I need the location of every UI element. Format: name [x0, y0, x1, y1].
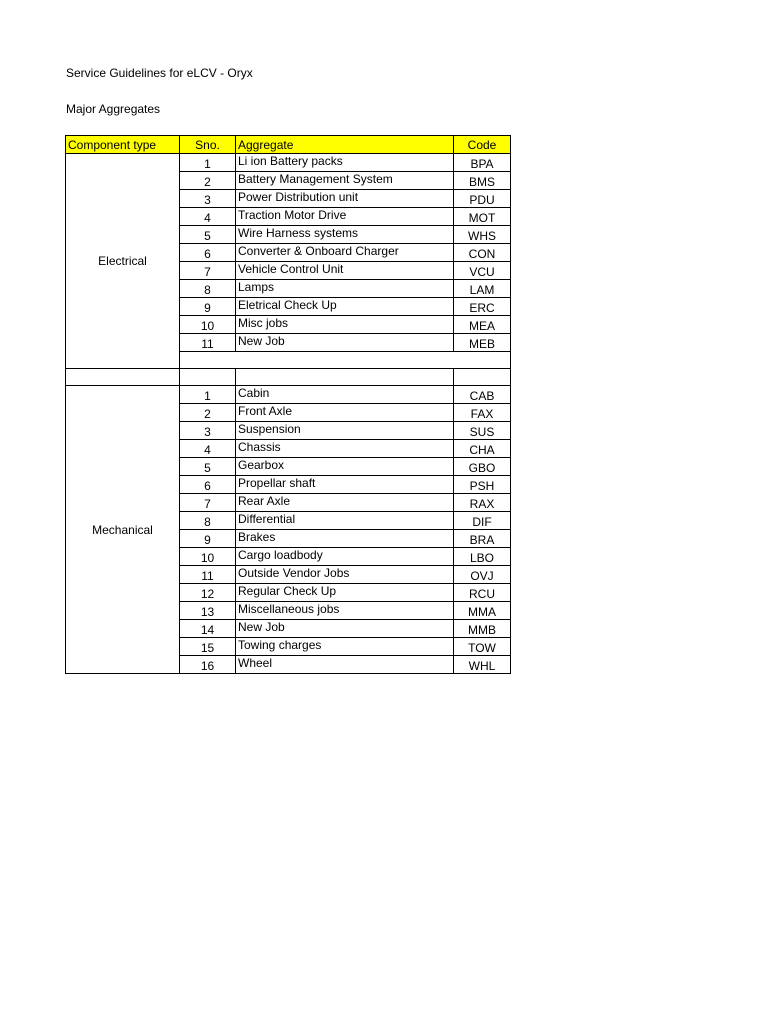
aggregate-cell: Brakes: [236, 530, 454, 548]
sno-cell: 3: [180, 422, 236, 440]
sno-cell: 16: [180, 656, 236, 674]
code-cell: LAM: [454, 280, 511, 298]
empty-cell: [66, 369, 180, 386]
header-aggregate: Aggregate: [236, 136, 454, 154]
code-cell: GBO: [454, 458, 511, 476]
code-cell: MEB: [454, 334, 511, 352]
sno-cell: 8: [180, 280, 236, 298]
code-cell: RAX: [454, 494, 511, 512]
sno-cell: 8: [180, 512, 236, 530]
aggregate-cell: Vehicle Control Unit: [236, 262, 454, 280]
code-cell: PSH: [454, 476, 511, 494]
aggregate-cell: Propellar shaft: [236, 476, 454, 494]
code-cell: CAB: [454, 386, 511, 404]
code-cell: RCU: [454, 584, 511, 602]
aggregate-cell: New Job: [236, 620, 454, 638]
aggregate-cell: Miscellaneous jobs: [236, 602, 454, 620]
aggregate-cell: Cargo loadbody: [236, 548, 454, 566]
aggregate-cell: Wire Harness systems: [236, 226, 454, 244]
aggregate-cell: Differential: [236, 512, 454, 530]
sno-cell: 14: [180, 620, 236, 638]
code-cell: CON: [454, 244, 511, 262]
code-cell: PDU: [454, 190, 511, 208]
sno-cell: 5: [180, 226, 236, 244]
aggregate-cell: Traction Motor Drive: [236, 208, 454, 226]
sno-cell: 7: [180, 494, 236, 512]
code-cell: BPA: [454, 154, 511, 172]
sno-cell: 3: [180, 190, 236, 208]
sno-cell: 10: [180, 548, 236, 566]
sno-cell: 11: [180, 566, 236, 584]
aggregate-cell: Towing charges: [236, 638, 454, 656]
sno-cell: 11: [180, 334, 236, 352]
header-component-type: Component type: [66, 136, 180, 154]
table-header-row: [66, 136, 511, 154]
table-row: [66, 386, 511, 404]
aggregate-cell: Rear Axle: [236, 494, 454, 512]
header-code: Code: [454, 136, 511, 154]
aggregate-cell: Chassis: [236, 440, 454, 458]
aggregate-cell: Converter & Onboard Charger: [236, 244, 454, 262]
aggregate-cell: Front Axle: [236, 404, 454, 422]
code-cell: MMB: [454, 620, 511, 638]
sno-cell: 5: [180, 458, 236, 476]
sno-cell: 9: [180, 298, 236, 316]
code-cell: BRA: [454, 530, 511, 548]
aggregate-cell: Power Distribution unit: [236, 190, 454, 208]
sno-cell: 13: [180, 602, 236, 620]
code-cell: BMS: [454, 172, 511, 190]
code-cell: FAX: [454, 404, 511, 422]
sno-cell: 2: [180, 172, 236, 190]
code-cell: TOW: [454, 638, 511, 656]
aggregate-cell: New Job: [236, 334, 454, 352]
code-cell: CHA: [454, 440, 511, 458]
empty-cell: [454, 369, 511, 386]
sno-cell: 2: [180, 404, 236, 422]
sno-cell: 6: [180, 476, 236, 494]
aggregate-cell: Li ion Battery packs: [236, 154, 454, 172]
sno-cell: 6: [180, 244, 236, 262]
sno-cell: 7: [180, 262, 236, 280]
table-body: [66, 154, 511, 674]
sno-cell: 4: [180, 208, 236, 226]
sno-cell: 15: [180, 638, 236, 656]
aggregate-cell: Cabin: [236, 386, 454, 404]
table-row: [66, 154, 511, 172]
section-title: Major Aggregates: [66, 102, 161, 116]
code-cell: DIF: [454, 512, 511, 530]
code-cell: MMA: [454, 602, 511, 620]
document-title: Service Guidelines for eLCV - Oryx: [66, 66, 253, 80]
aggregate-cell: Suspension: [236, 422, 454, 440]
code-cell: WHL: [454, 656, 511, 674]
sno-cell: 12: [180, 584, 236, 602]
code-cell: SUS: [454, 422, 511, 440]
code-cell: ERC: [454, 298, 511, 316]
aggregate-cell: Outside Vendor Jobs: [236, 566, 454, 584]
sno-cell: 4: [180, 440, 236, 458]
code-cell: MEA: [454, 316, 511, 334]
sno-cell: 9: [180, 530, 236, 548]
component-type-cell: Electrical: [66, 154, 180, 369]
empty-cell: [180, 369, 236, 386]
empty-cell: [180, 352, 511, 369]
aggregate-cell: Battery Management System: [236, 172, 454, 190]
aggregates-table: [65, 135, 511, 674]
separator-row: [66, 369, 511, 386]
aggregate-cell: Regular Check Up: [236, 584, 454, 602]
aggregate-cell: Misc jobs: [236, 316, 454, 334]
component-type-cell: Mechanical: [66, 386, 180, 674]
header-sno: Sno.: [180, 136, 236, 154]
sno-cell: 10: [180, 316, 236, 334]
sno-cell: 1: [180, 154, 236, 172]
aggregate-cell: Gearbox: [236, 458, 454, 476]
code-cell: OVJ: [454, 566, 511, 584]
aggregate-cell: Lamps: [236, 280, 454, 298]
code-cell: WHS: [454, 226, 511, 244]
empty-cell: [236, 369, 454, 386]
sno-cell: 1: [180, 386, 236, 404]
code-cell: VCU: [454, 262, 511, 280]
aggregate-cell: Eletrical Check Up: [236, 298, 454, 316]
code-cell: LBO: [454, 548, 511, 566]
aggregate-cell: Wheel: [236, 656, 454, 674]
code-cell: MOT: [454, 208, 511, 226]
